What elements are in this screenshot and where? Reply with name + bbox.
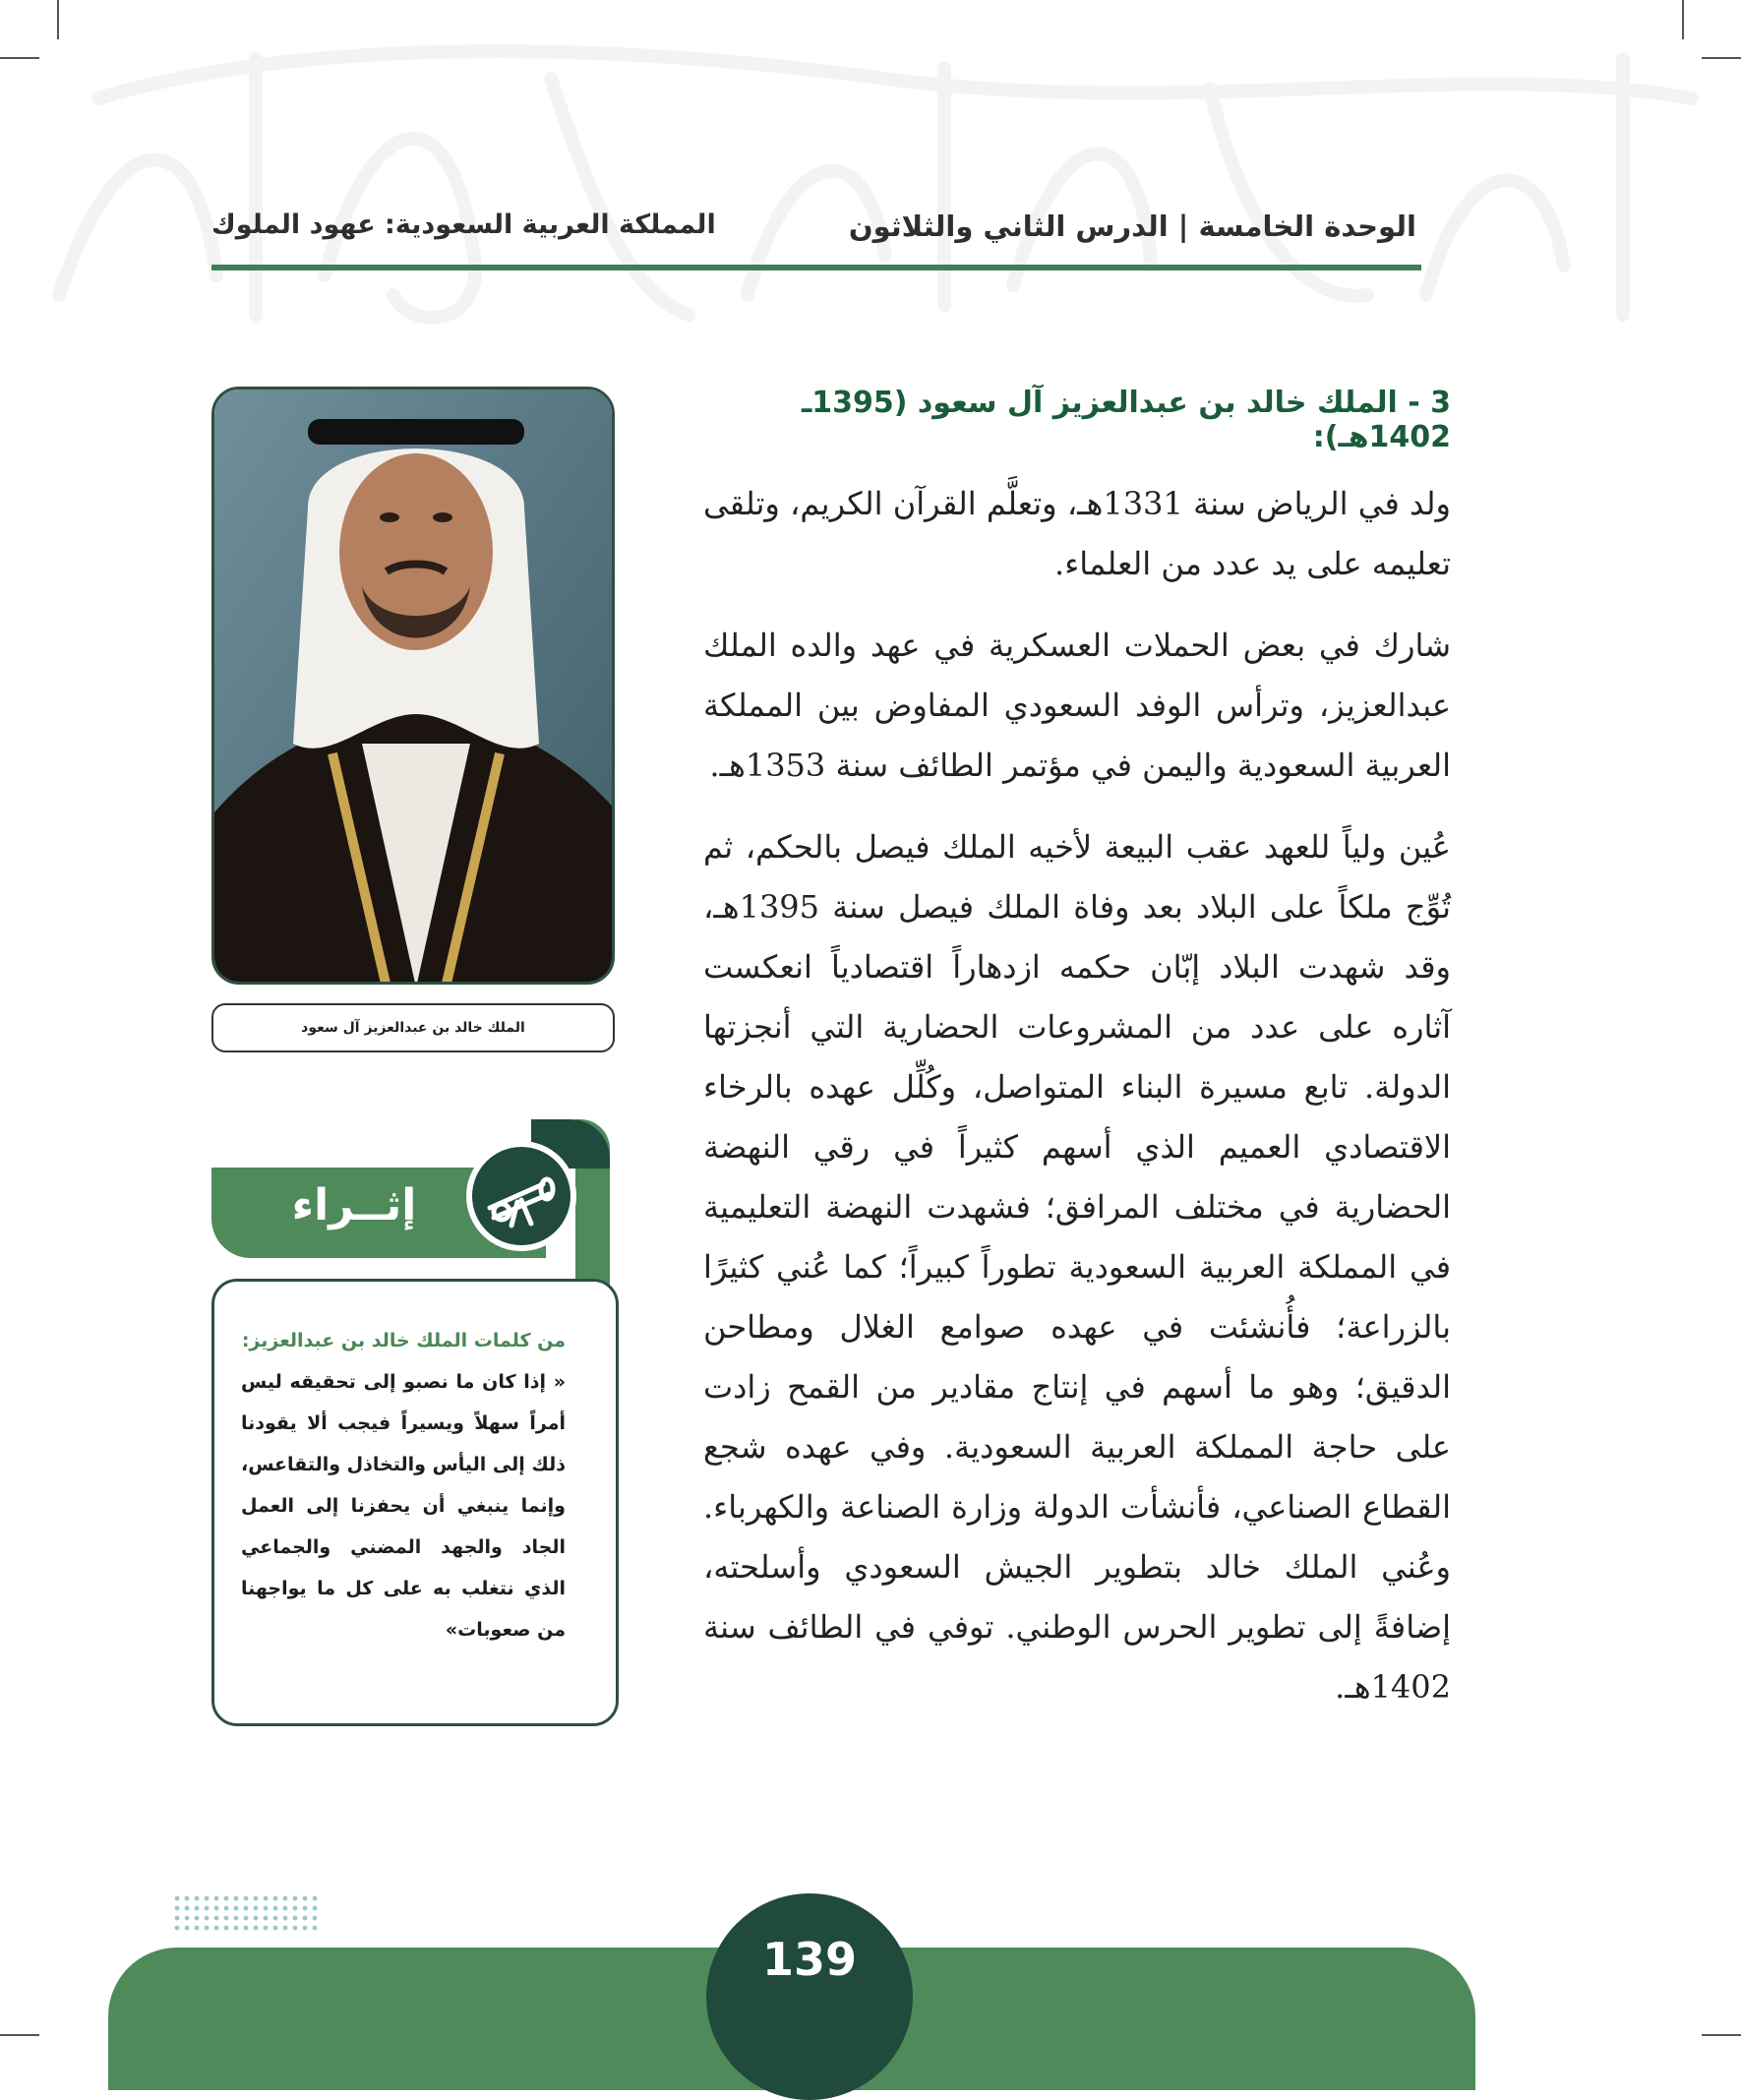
king-portrait [211,387,615,985]
page-number: 139 [761,1933,858,1986]
crop-mark [0,57,39,59]
paragraph: ولد في الرياض سنة 1331هـ، وتعلَّم القرآن الكريم، وتلقى تعليمه على يد عدد من العلماء. [703,485,1451,582]
article [703,386,1451,1739]
topic-title: المملكة العربية السعودية: عهود الملوك [211,210,716,240]
page-header [211,202,1421,270]
header-divider [211,265,1421,270]
section-heading: 3 - الملك خالد بن عبدالعزيز آل سعود (1395ـ 1402هـ): [801,386,1451,454]
calligraphy-background [0,0,1741,374]
unit-lesson-title: الوحدة الخامسة | الدرس الثاني والثلاثون [848,210,1416,243]
crop-mark [57,0,59,39]
enrichment-content [241,1320,566,1650]
telescope-icon [466,1141,576,1251]
crop-mark [1702,2034,1741,2036]
enrichment-intro: من كلمات الملك خالد بن عبدالعزيز: [241,1330,566,1351]
paragraph: عُين ولياً للعهد عقب البيعة لأخيه الملك فيصل بالحكم، ثم تُوِّج ملكاً على البلاد بعد وفاة الملك فيصل سنة 1395هـ، وقد شهدت البلاد إبّان حكمه ازدهاراً اقتصادياً انعكست آثاره على عدد من المشروعات الحضارية التي أنجزتها الدولة. تابع مسيرة البناء المتواصل، وكُلِّل عهده بالرخاء الاقتصادي العميم الذي أسهم كثيراً في رقي النهضة الحضارية في مختلف المرافق؛ فشهدت النهضة التعليمية في المملكة العربية السعودية تطوراً كبيراً؛ كما عُني كثيرًا بالزراعة؛ فأُنشئت في عهده صوامع الغلال ومطاحن الدقيق؛ وهو ما أسهم في إنتاج مقادير من القمح زادت على حاجة المملكة العربية السعودية. وفي عهده شجع القطاع الصناعي، فأنشأت الدولة وزارة الصناعة والكهرباء. وعُني الملك خالد بتطوير الجيش السعودي وأسلحته، إضافةً إلى تطوير الحرس الوطني. توفي في الطائف سنة 1402هـ. [703,828,1452,1706]
enrichment-quote: « إذا كان ما نصبو إلى تحقيقه ليس أمراً سهلاً ويسيراً فيجب ألا يقودنا ذلك إلى اليأس والتخاذل والتقاعس، وإنما ينبغي أن يحفزنا إلى العمل الجاد والجهد المضني والجماعي الذي نتغلب به على كل ما يواجهنا من صعوبات» [240,1371,566,1641]
crop-mark [1682,0,1684,39]
enrichment-title: إثــراء [291,1180,417,1230]
photo-caption: الملك خالد بن عبدالعزيز آل سعود [211,1003,615,1052]
paragraph: شارك في بعض الحملات العسكرية في عهد والده الملك عبدالعزيز، وترأس الوفد السعودي المفاوض بين المملكة العربية السعودية واليمن في مؤتمر الطائف سنة 1353هـ. [703,627,1451,784]
portrait-illustration [214,390,615,985]
page-number-badge [706,1893,913,2100]
decorative-dots [172,1893,320,1933]
crop-mark [1702,57,1741,59]
crop-mark [0,2034,39,2036]
